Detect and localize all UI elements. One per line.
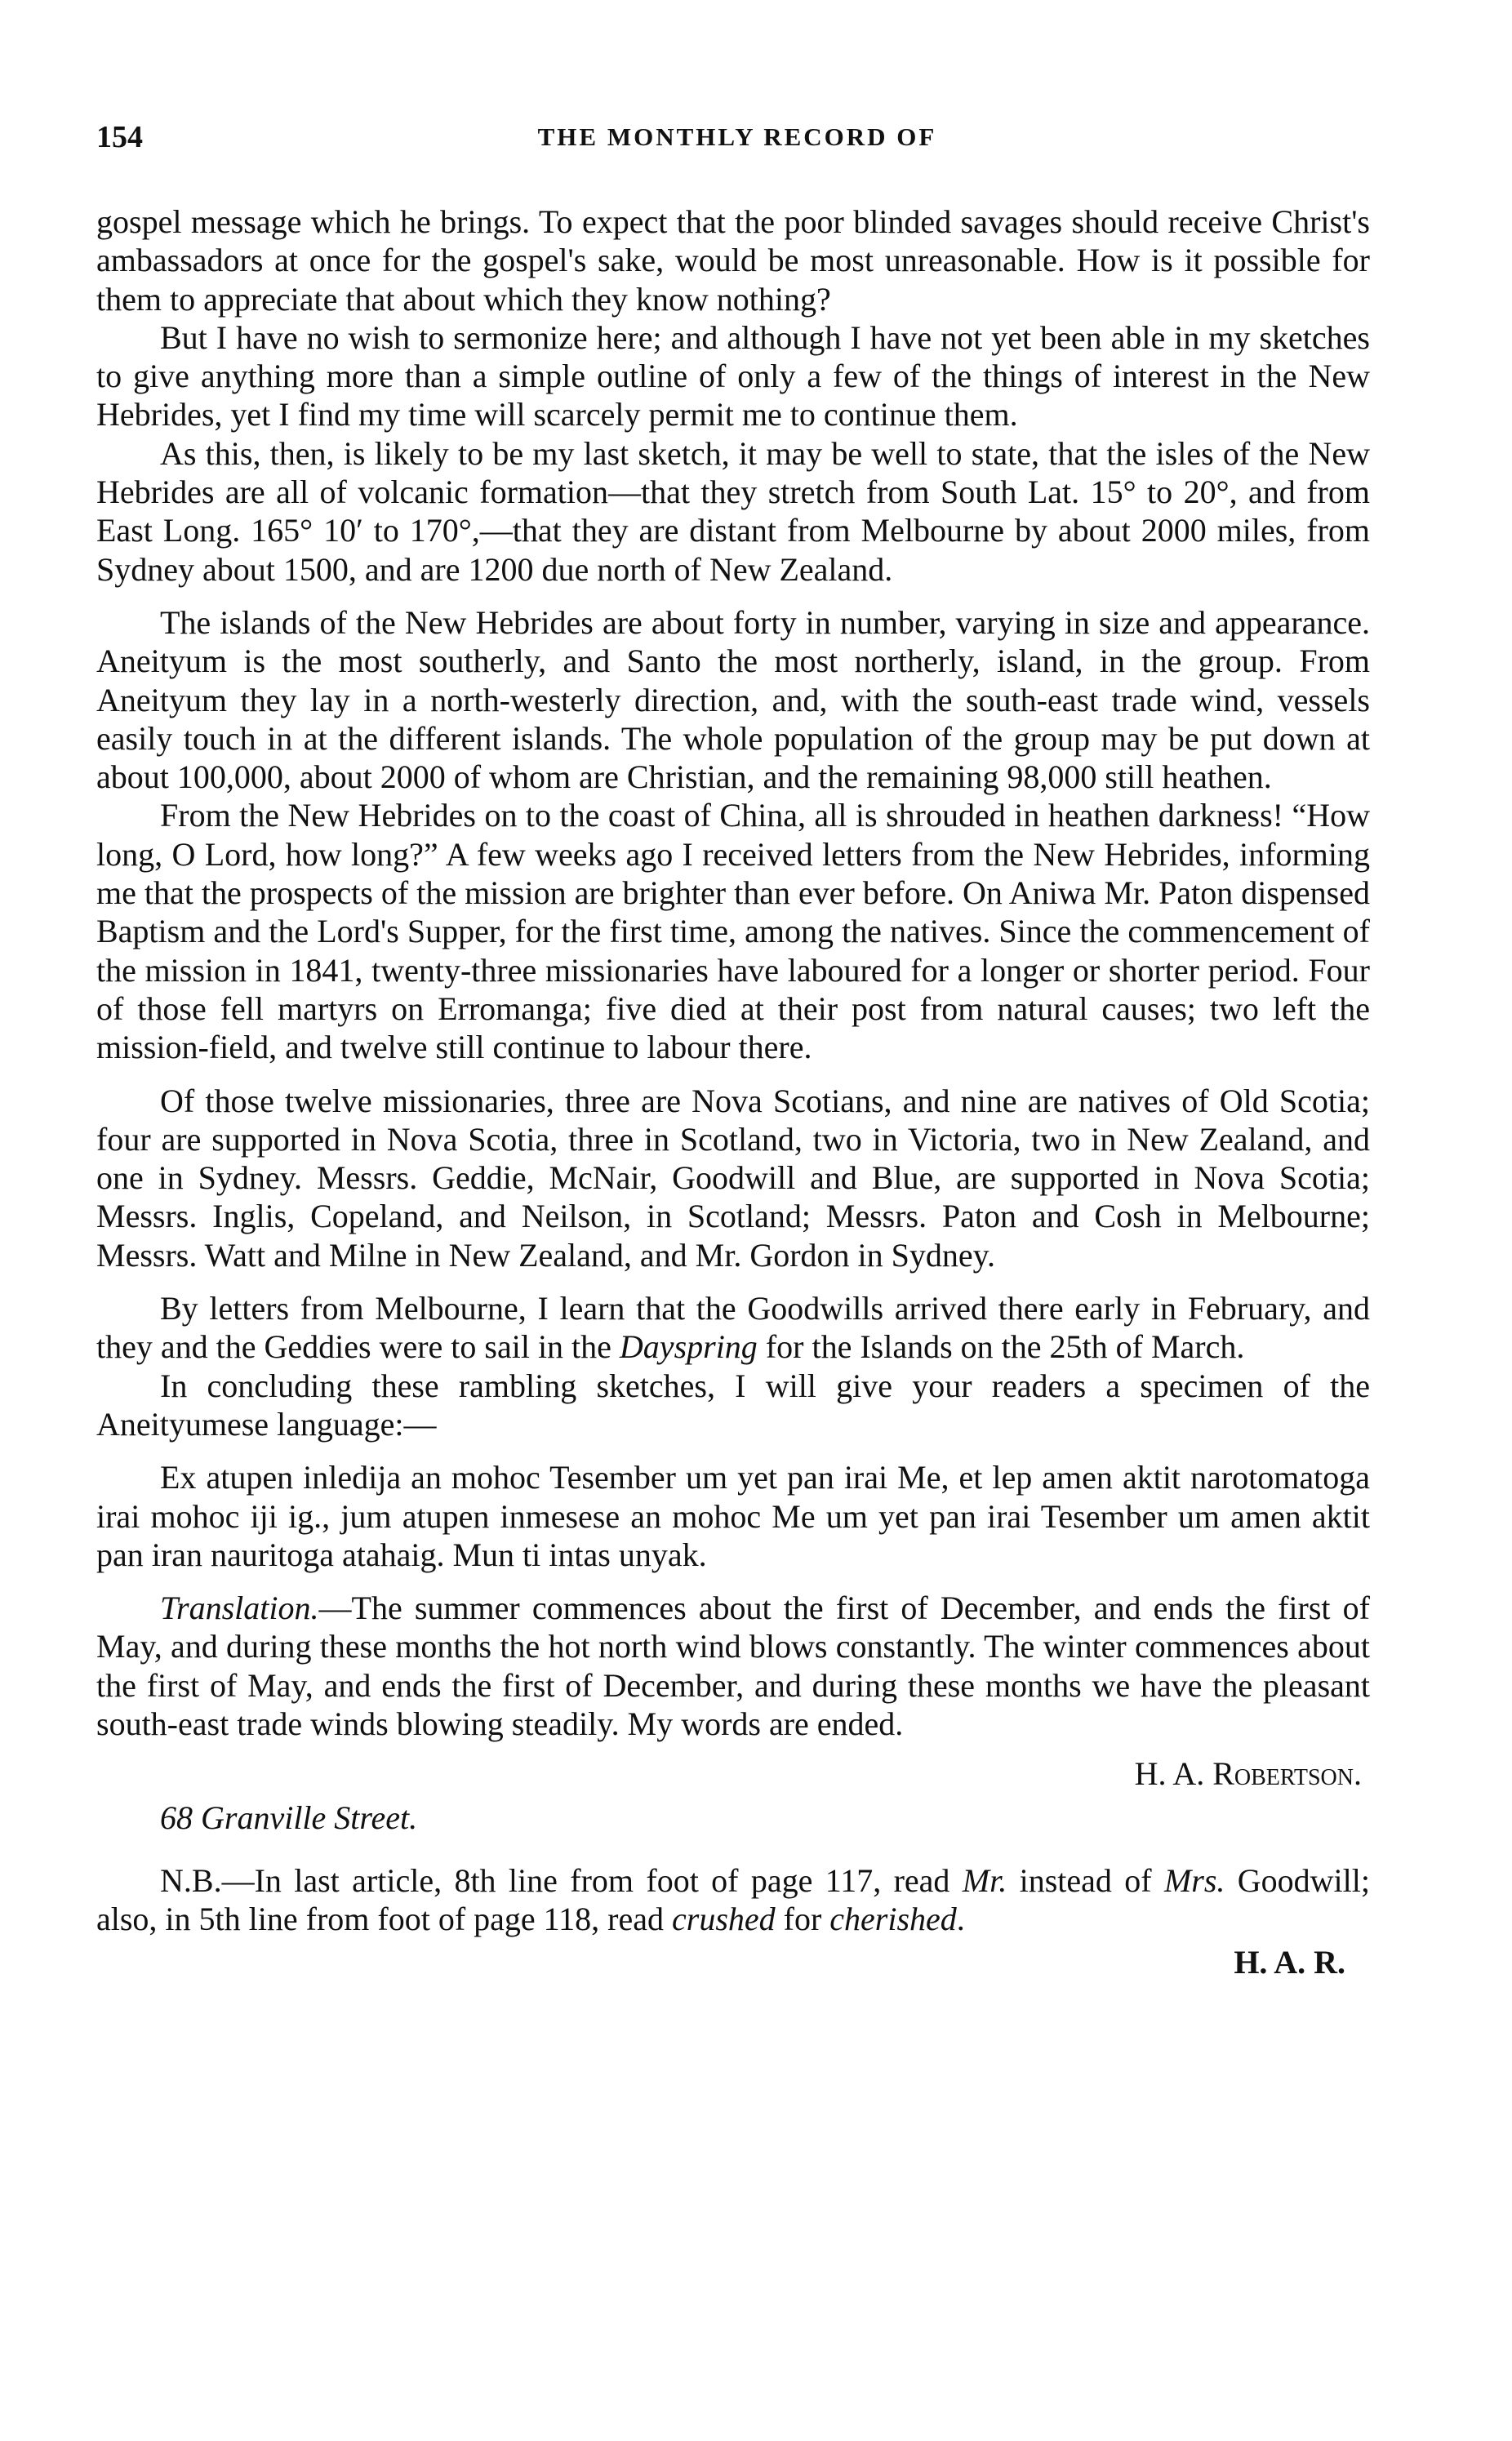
paragraph-text: for the Islands on the 25th of March. — [757, 1328, 1245, 1366]
erratum-note — [96, 1861, 1370, 1939]
paragraph: From the New Hebrides on to the coast of China, all is shrouded in heathen darkness! “How long, O Lord, how long?” A few weeks ago I received letters from the New Hebrides, informing me that the prospects of the mission are brighter than ever before. On Aniwa Mr. Paton dispensed Baptism and the Lord's Supper, for the first time, among the natives. Since the commencement of the mission in 1841, twenty-three missionaries have laboured for a longer or shorter period. Four of those fell martyrs on Erromanga; five died at their post from natural causes; two left the mission-field, and twelve still continue to labour there. — [96, 797, 1370, 1066]
translation-label: Translation. — [160, 1590, 319, 1627]
ship-name: Dayspring — [619, 1328, 758, 1366]
paragraph: In concluding these rambling sketches, I will give your readers a specimen of the Aneityumese language:— — [96, 1367, 1370, 1443]
note-text: . — [956, 1901, 965, 1938]
note-text: instead of — [1007, 1861, 1164, 1899]
paragraph: As this, then, is likely to be my last sketch, it may be well to state, that the isles of the New Hebrides are all of volcanic formation—that they stretch from South Lat. 15° to 20°, and from East Long. 165° 10′ to 170°,—that they are distant from Melbourne by about 2000 miles, from Sydney about 1500, and are 1200 due north of New Zealand. — [96, 434, 1370, 588]
note-text: N.B.—In last article, 8th line from foot of page 117, read — [160, 1861, 963, 1899]
note-italic-crushed: crushed — [672, 1901, 776, 1938]
paragraph — [96, 1289, 1370, 1367]
translation-text: —The summer commences about the first of December, and ends the first of May, and during these months the hot north wind blows constantly. The winter commences about the first of May, and ends the first of December, and during these months we have the pleasant south-east trade winds blowing steadily. My words are ended. — [96, 1590, 1370, 1742]
author-signature: H. A. Robertson. — [1134, 1755, 1362, 1793]
paragraph: But I have no wish to sermonize here; and although I have not yet been able in my sketches to give anything more than a simple outline of only a few of the things of interest in the New Hebrides, yet I find my time will scarcely permit me to continue them. — [96, 318, 1370, 434]
note-italic-cherished: cherished — [829, 1901, 957, 1938]
note-text: Goodwill; also, in 5th line from foot of page 118, read — [96, 1861, 1371, 1938]
article-body — [96, 202, 1370, 1982]
note-signature: H. A. R. — [1234, 1944, 1345, 1981]
paragraph: gospel message which he brings. To expect that the poor blinded savages should receive Christ's ambassadors at once for the gospel's sake, would be most unreasonable. How is it possible for them to appreciate that about which they know nothing? — [96, 203, 1370, 318]
note-italic-mrs: Mrs. — [1163, 1861, 1225, 1899]
running-head: THE MONTHLY RECORD OF — [537, 122, 937, 151]
note-italic-mr: Mr. — [962, 1861, 1007, 1899]
paragraph: Of those twelve missionaries, three are Nova Scotians, and nine are natives of Old Scotia; four are supported in Nova Scotia, three in Scotland, two in Victoria, two in New Zealand, and one in Sydney. Messrs. Geddie, McNair, Goodwill and Blue, are supported in Nova Scotia; Messrs. Inglis, Copeland, and Neilson, in Scotland; Messrs. Paton and Cosh in Melbourne; Messrs. Watt and Milne in New Zealand, and Mr. Gordon in Sydney. — [96, 1082, 1370, 1274]
note-text: for — [775, 1901, 830, 1938]
paragraph-text: By letters from Melbourne, I learn that the Goodwills arrived there early in February, and they and the Geddies were to sail in the — [96, 1290, 1370, 1366]
page-header — [96, 119, 1378, 160]
native-language-specimen: Ex atupen inledija an mohoc Tesember um yet pan irai Me, et lep amen aktit narotomatoga irai mohoc iji ig., jum atupen inmesese an mohoc Me um yet pan irai Tesember um amen aktit pan iran nauritoga atahaig. Mun ti intas unyak. — [96, 1459, 1370, 1573]
author-address: 68 Granville Street. — [160, 1799, 418, 1836]
page-number: 154 — [96, 120, 143, 154]
translation-paragraph — [96, 1589, 1370, 1743]
paragraph: The islands of the New Hebrides are about forty in number, varying in size and appearance. Aneityum is the most southerly, and Santo the most northerly, island, in the group. From Aneityum they lay in a north-westerly direction, and, with the south-east trade wind, vessels easily touch in at the different islands. The whole population of the group may be put down at about 100,000, about 2000 of whom are Christian, and the remaining 98,000 still heathen. — [96, 603, 1370, 796]
